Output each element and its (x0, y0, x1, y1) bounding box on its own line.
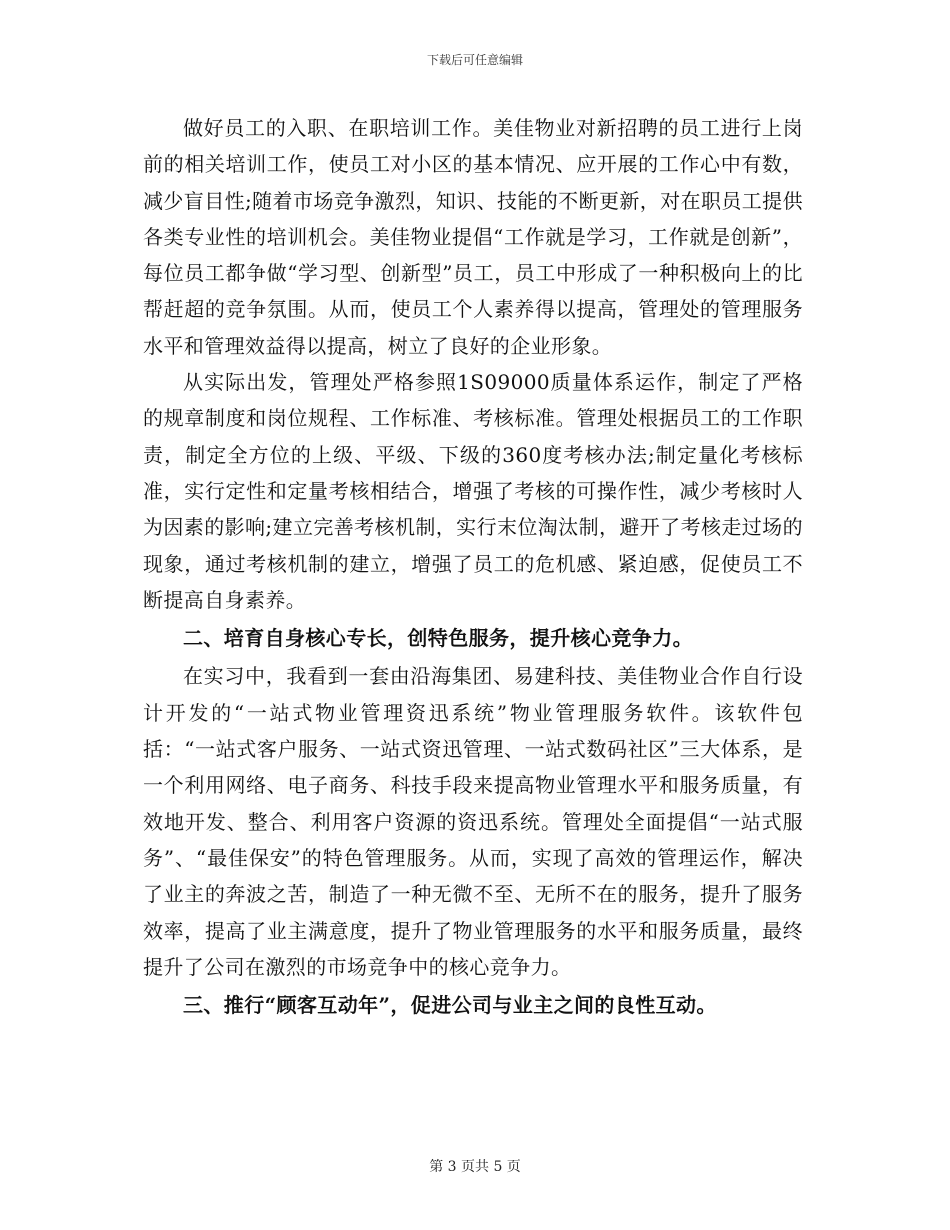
section-heading-core-competence: 二、培育自身核心专长，创特色服务，提升核心竞争力。 (183, 626, 693, 651)
page-number: 第 3 页共 5 页 (429, 1159, 521, 1175)
paragraph-assessment: 从实际出发，管理处严格参照1S09000质量体系运作，制定了严格的规章制度和岗位规程、工作标准、考核标准。管理处根据员工的工作职责，制定全方位的上级、平级、下级的360度考核办法;制定量化考核标准，实行定性和定量考核相结合，增强了考核的可操作性，减少考核时人为因素的影响;建立完善考核机制，实行末位淘汰制，避开了考核走过场的现象，通过考核机制的建立，增强了员工的危机感、紧迫感，促使员工不断提高自身素养。 (143, 370, 803, 612)
paragraph-training: 做好员工的入职、在职培训工作。美佳物业对新招聘的员工进行上岗前的相关培训工作，使员工对小区的基本情况、应开展的工作心中有数，减少盲目性;随着市场竞争激烈，知识、技能的不断更新，对在职员工提供各类专业性的培训机会。美佳物业提倡“工作就是学习，工作就是创新”，每位员工都争做“学习型、创新型”员工，员工中形成了一种积极向上的比帮赶超的竞争氛围。从而，使员工个人素养得以提高，管理处的管理服务水平和管理效益得以提高，树立了良好的企业形象。 (143, 116, 803, 358)
page-header: 下载后可任意编辑 (426, 53, 523, 67)
document-body (143, 110, 803, 1025)
paragraph-one-stop-system: 在实习中，我看到一套由沿海集团、易建科技、美佳物业合作自行设计开发的“一站式物业管理资迅系统”物业管理服务软件。该软件包括：“一站式客户服务、一站式资迅管理、一站式数码社区”三大体系，是一个利用网络、电子商务、科技手段来提高物业管理水平和服务质量，有效地开发、整合、利用客户资源的资迅系统。管理处全面提倡“一站式服务”、“最佳保安”的特色管理服务。从而，实现了高效的管理运作，解决了业主的奔波之苦，制造了一种无微不至、无所不在的服务，提升了服务效率，提高了业主满意度，提升了物业管理服务的水平和服务质量，最终提升了公司在激烈的市场竞争中的核心竞争力。 (143, 664, 803, 979)
section-heading-customer-interaction: 三、推行“顾客互动年”，促进公司与业主之间的良性互动。 (183, 993, 717, 1018)
